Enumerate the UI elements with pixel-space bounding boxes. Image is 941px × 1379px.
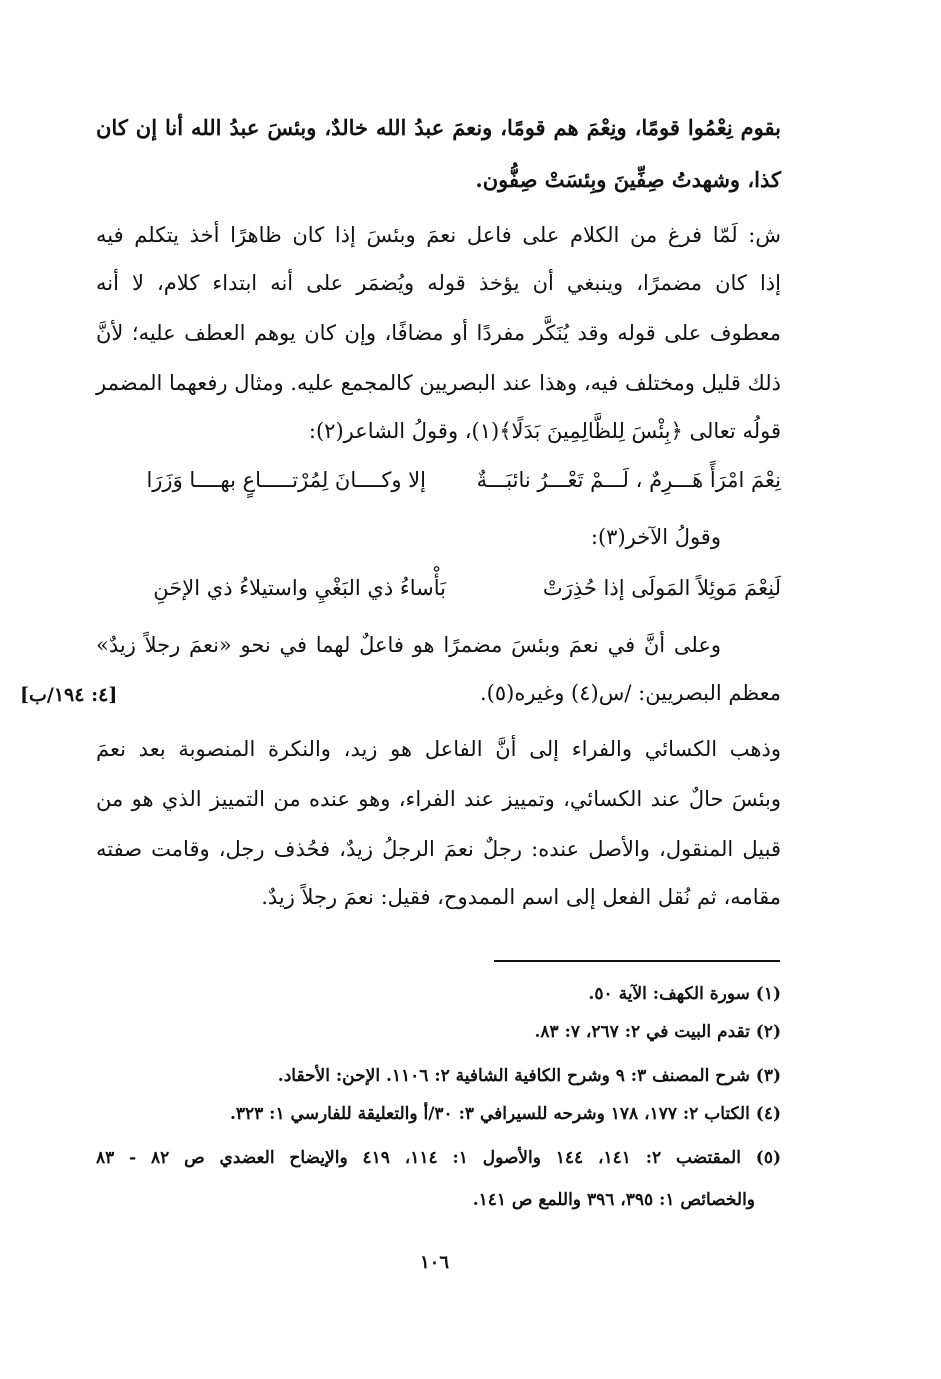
footnote-continuation: والخصائص ١: ٣٩٥، ٣٩٦ واللمع ص ١٤١. — [472, 1190, 755, 1210]
body-line: مقامه، ثم نُقل الفعل إلى اسم الممدوح، فقيل: نعمَ رجلاً زيدٌ. — [261, 885, 781, 909]
footnote-separator — [494, 960, 780, 962]
body-line: قبيل المنقول، والأصل عنده: رجلٌ نعمَ الرجلُ زيدٌ، فحُذف رجل، وقامت صفته — [96, 837, 781, 861]
page-number: ١٠٦ — [420, 1252, 450, 1273]
body-line: وذهب الكسائي والفراء إلى أنَّ الفاعل هو زيد، والنكرة المنصوبة بعد نعمَ — [96, 737, 781, 761]
body-line: معطوف على قوله وقد يُنَكَّر مفردًا أو مضافًا، وإن كان يوهم العطف عليه؛ لأنَّ — [96, 321, 781, 345]
body-line: ش: لَمّا فرغ من الكلام على فاعل نعمَ وبئسَ إذا كان ظاهرًا أخذ يتكلم فيه — [96, 223, 781, 247]
footnote: (١) سورة الكهف: الآية ٥٠. — [588, 984, 781, 1004]
footnote: (٥) المقتضب ٢: ١٤١، ١٤٤ والأصول ١: ١١٤، ٤١٩ والإيضاح العضدي ص ٨٢ - ٨٣ — [96, 1148, 781, 1168]
footnote: (٢) تقدم البيت في ٢: ٢٦٧، ٧: ٨٣. — [534, 1022, 781, 1042]
verse-2-first-hemistich: لَنِعْمَ مَوئِلاً المَولَى إذا حُذِرَتْ — [542, 576, 781, 600]
footnote: (٤) الكتاب ٢: ١٧٧، ١٧٨ وشرحه للسيرافي ٣: ٣٠/أ والتعليقة للفارسي ١: ٣٢٣. — [229, 1104, 781, 1124]
body-line: إذا كان مضمرًا، وينبغي أن يؤخذ قوله ويُضمَر على أنه ابتداء كلام، لا أنه — [96, 271, 781, 295]
marginal-folio-reference: [٤: ١٩٤/ب] — [20, 684, 118, 706]
body-line: قولُه تعالى ﴿بِئْسَ لِلظَّالِمِينَ بَدَلًا﴾(١)، وقولُ الشاعر(٢): — [308, 419, 781, 443]
footnote: (٣) شرح المصنف ٣: ٩ وشرح الكافية الشافية ٢: ١١٠٦. الإحن: الأحقاد. — [277, 1066, 781, 1086]
verse-2-second-hemistich: بَأْساءُ ذي البَغْيِ واستيلاءُ ذي الإحَنِ — [153, 576, 446, 600]
body-line: وبئسَ حالٌ عند الكسائي، وتمييز عند الفراء، وهو عنده من التمييز الذي هو من — [96, 787, 781, 811]
verse-1-first-hemistich: نِعْمَ امْرَأً هَـــرِمٌ ، لَـــمْ تَعْـــرُ نائبَـــةٌ — [476, 468, 781, 492]
body-line: بقوم نِعْمُوا قومًا، ونِعْمَ هم قومًا، ونعمَ عبدُ الله خالدٌ، وبئسَ عبدُ الله أنا إن كان — [96, 115, 781, 140]
body-line: ذلك قليل ومختلف فيه، وهذا عند البصريين كالمجمع عليه. ومثال رفعهما المضمر — [96, 371, 781, 395]
verse-1-second-hemistich: إلا وكــــانَ لِمُرْتـــــاعٍ بهــــا وَزَرَا — [146, 468, 426, 492]
body-line: وعلى أنَّ في نعمَ وبئسَ مضمرًا هو فاعلٌ لهما في نحو «نعمَ رجلاً زيدٌ» — [96, 633, 721, 657]
body-line: معظم البصريين: /س(٤) وغيره(٥). — [479, 681, 781, 705]
body-line: كذا، وشهدتُ صِفِّينَ وبِئسَتْ صِفُّون. — [475, 167, 781, 192]
body-line: وقولُ الآخر(٣): — [590, 525, 721, 549]
